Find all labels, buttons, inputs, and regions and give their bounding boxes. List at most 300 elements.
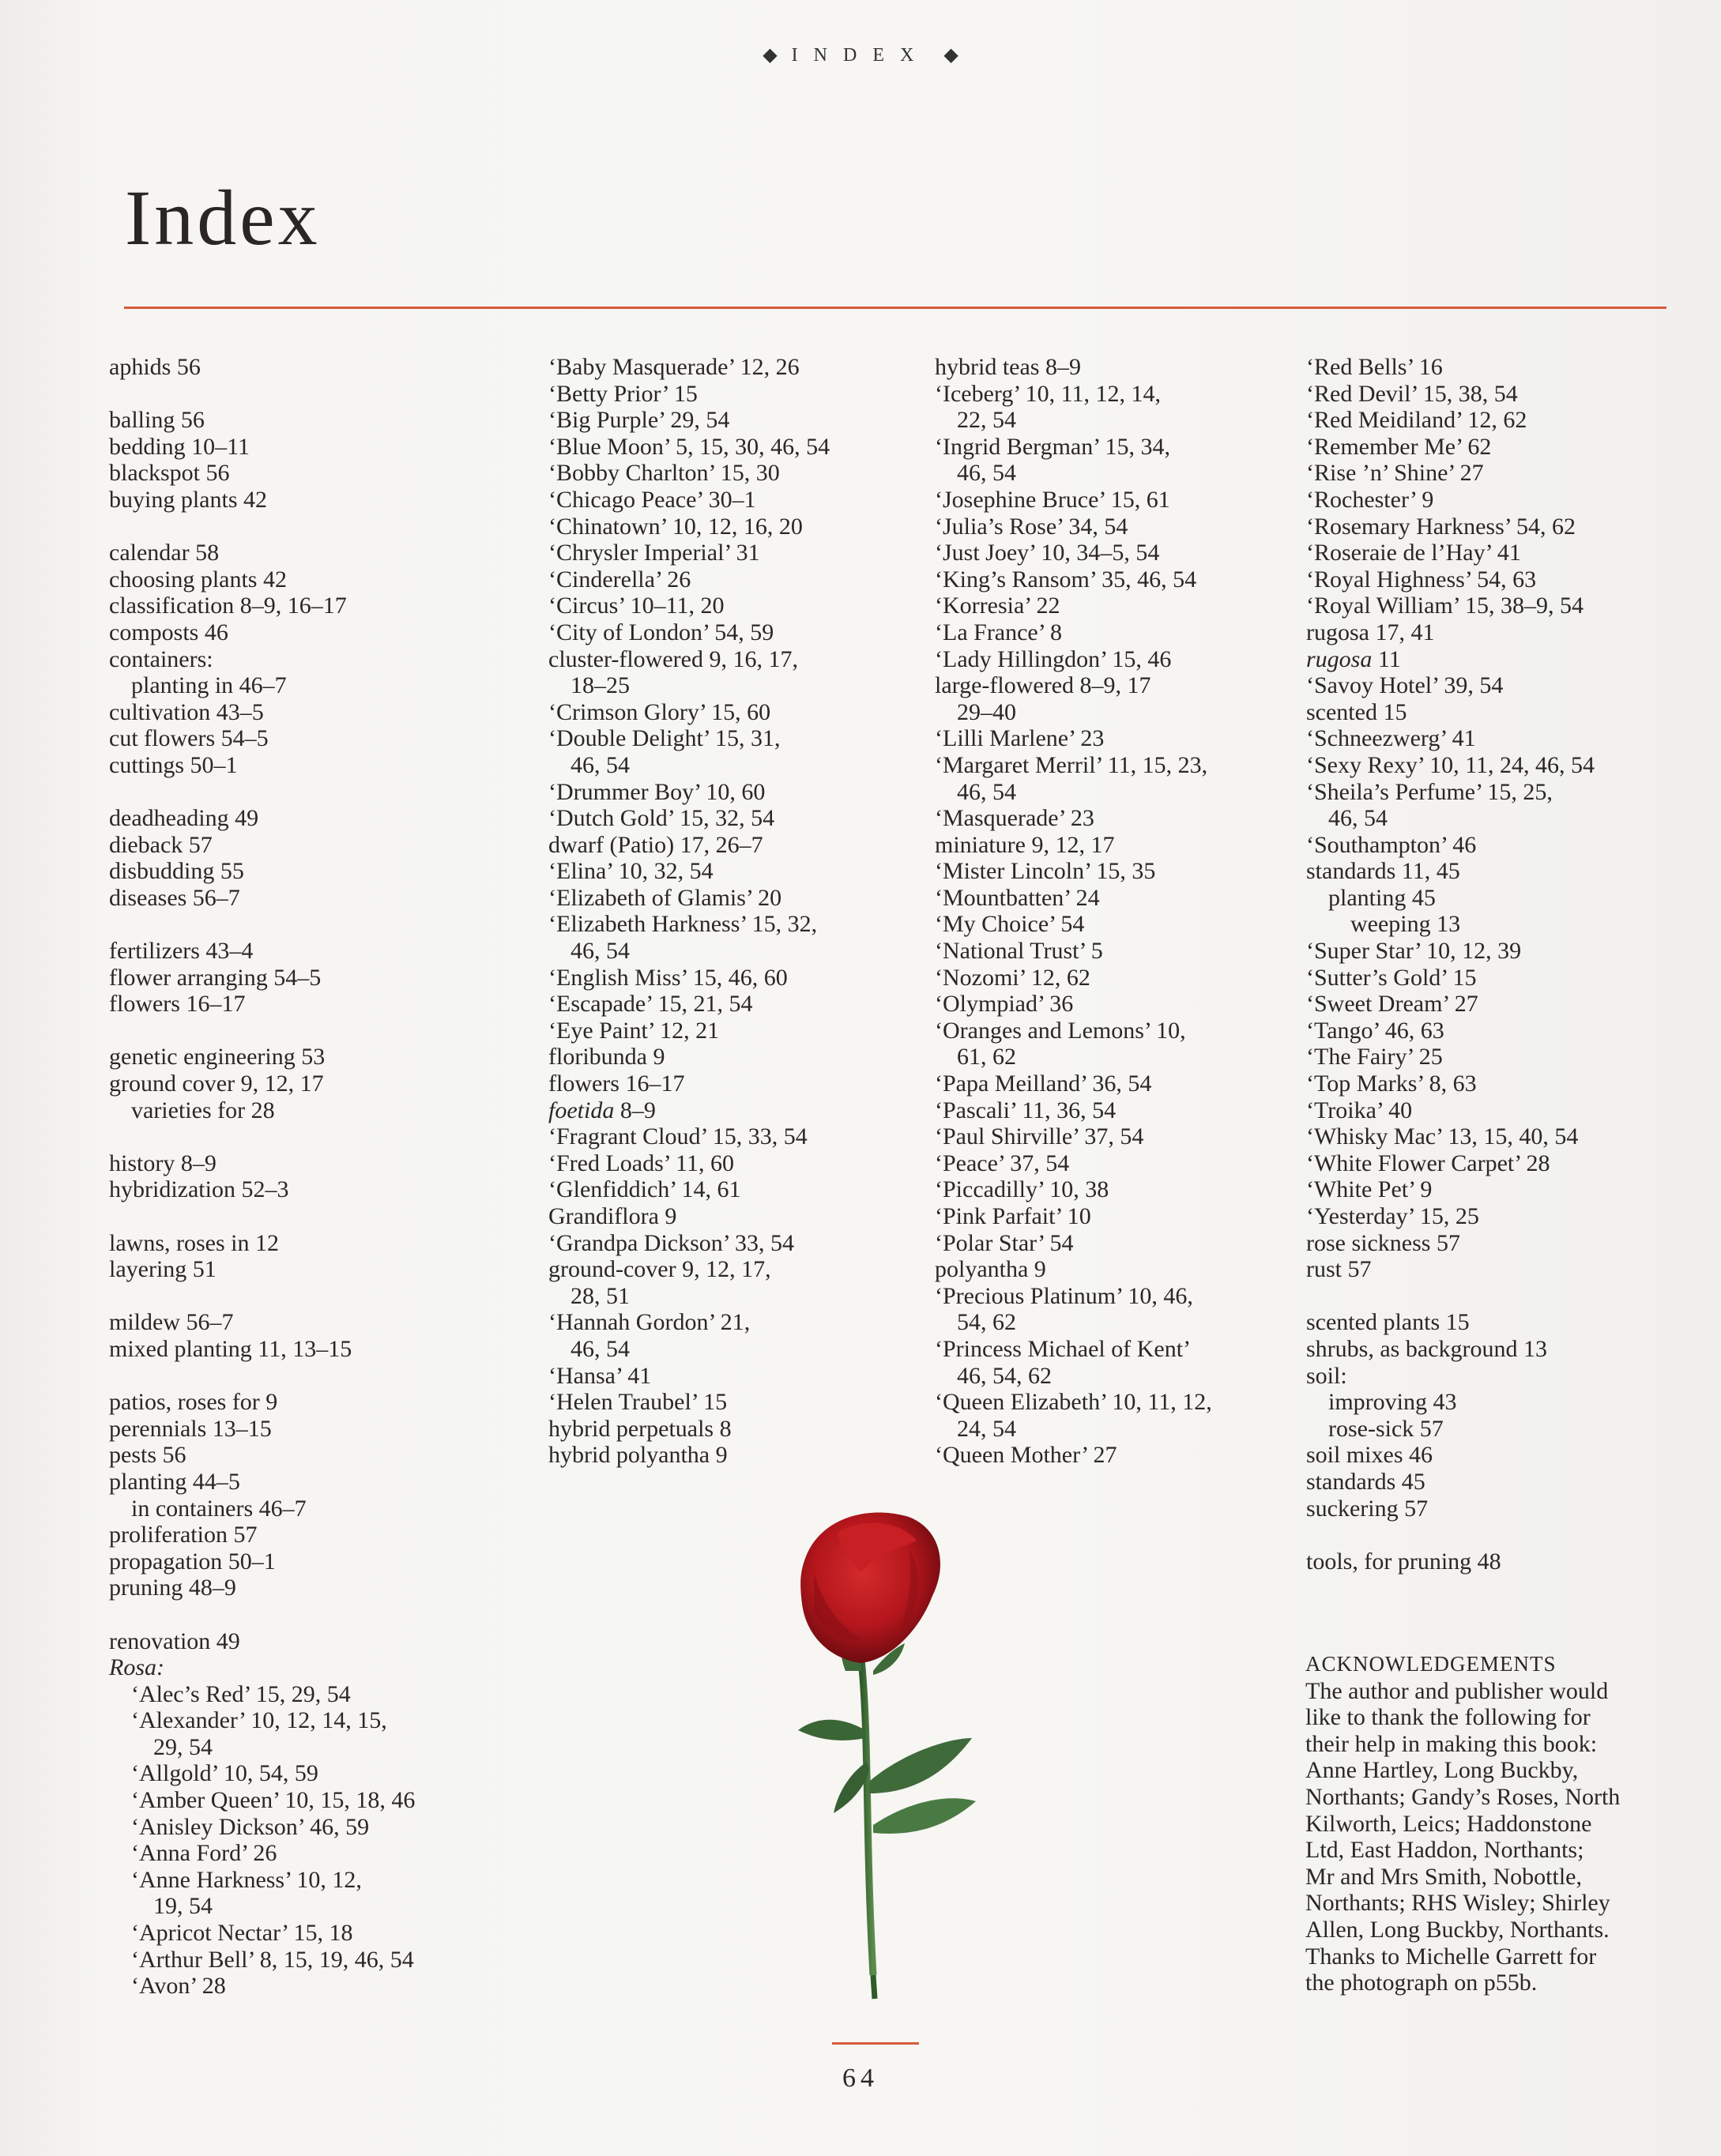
- index-entry: [109, 1947, 415, 1974]
- index-entry: [548, 725, 830, 752]
- index-group-spacer: [109, 911, 415, 938]
- acknowledgements-line: Kilworth, Leics; Haddonstone: [1305, 1810, 1592, 1837]
- index-entry: [109, 1920, 415, 1947]
- index-entry-text: lawns, roses in 12: [109, 1229, 279, 1256]
- index-entry-text: ‘Royal William’ 15, 38–9, 54: [1306, 593, 1584, 619]
- index-entry-text: shrubs, as background 13: [1306, 1335, 1547, 1362]
- index-entry-text: ‘Dutch Gold’ 15, 32, 54: [548, 805, 775, 832]
- index-entry: [548, 1256, 830, 1283]
- index-entry-text: ‘Sexy Rexy’ 10, 11, 24, 46, 54: [1306, 751, 1595, 778]
- index-entry-text: classification 8–9, 16–17: [109, 593, 347, 619]
- index-entry-text: ‘Mountbatten’ 24: [935, 884, 1100, 911]
- index-entry: [109, 434, 415, 461]
- index-entry-text: 29, 54: [153, 1733, 213, 1760]
- index-entry: [1306, 619, 1595, 646]
- index-entry: [935, 1123, 1212, 1150]
- index-entry-text: ‘Royal Highness’ 54, 63: [1306, 566, 1537, 593]
- index-entry: [109, 991, 415, 1018]
- index-entry: [935, 805, 1212, 832]
- index-entry: [935, 1203, 1212, 1230]
- index-entry-text: hybrid polyantha 9: [548, 1442, 728, 1469]
- index-entry-text: ‘Allgold’ 10, 54, 59: [131, 1760, 318, 1787]
- index-entry-text: perennials 13–15: [109, 1415, 272, 1442]
- index-entry-text: genetic engineering 53: [109, 1044, 326, 1070]
- index-entry: [548, 1336, 830, 1363]
- index-entry: [1306, 1150, 1595, 1177]
- index-entry-text: ‘National Trust’ 5: [935, 938, 1103, 965]
- index-entry: [109, 1548, 415, 1575]
- index-entry-text: ‘Double Delight’ 15, 31,: [548, 725, 781, 752]
- index-entry: [109, 1176, 415, 1203]
- index-group-spacer: [109, 1283, 415, 1310]
- index-entry-text: ‘Rise ’n’ Shine’ 27: [1306, 460, 1484, 487]
- index-entry: [935, 407, 1212, 434]
- index-entry-text: ‘Lilli Marlene’ 23: [935, 725, 1105, 752]
- index-entry-text: ‘Chicago Peace’ 30–1: [548, 486, 756, 513]
- index-entry: [109, 566, 415, 593]
- index-entry: [935, 1389, 1212, 1416]
- index-entry: [1306, 354, 1595, 381]
- index-entry: [1306, 1230, 1595, 1257]
- index-group-spacer: [109, 1123, 415, 1150]
- index-entry-text: ‘Sweet Dream’ 27: [1306, 991, 1478, 1018]
- index-entry-text: ground-cover 9, 12, 17,: [548, 1256, 771, 1283]
- index-entry: [935, 566, 1212, 593]
- index-entry-text: 28, 51: [571, 1282, 630, 1309]
- index-entry-text: ‘White Flower Carpet’ 28: [1306, 1149, 1550, 1176]
- index-entry-text: ‘Roseraie de l’Hay’ 41: [1306, 540, 1521, 566]
- index-entry-text: ‘Masquerade’ 23: [935, 805, 1094, 832]
- index-entry: [548, 566, 830, 593]
- running-head-text: INDEX: [791, 45, 930, 66]
- index-entry: [935, 699, 1212, 726]
- index-entry-text: ‘Precious Platinum’ 10, 46,: [935, 1282, 1193, 1309]
- index-entry: [1306, 938, 1595, 965]
- index-entry-text: rose-sick 57: [1328, 1415, 1444, 1442]
- index-group-spacer: [1306, 1283, 1595, 1310]
- index-entry: [109, 1840, 415, 1867]
- index-entry-text: ‘Piccadilly’ 10, 38: [935, 1176, 1109, 1203]
- index-column-2: [548, 354, 830, 1469]
- index-entry-text: rugosa: [1306, 645, 1373, 672]
- index-entry-text: ‘Olympiad’ 36: [935, 991, 1074, 1018]
- index-entry: [935, 885, 1212, 912]
- index-entry-text: planting 45: [1328, 884, 1436, 911]
- index-entry-text: 46, 54: [957, 778, 1016, 805]
- index-entry: [548, 911, 830, 938]
- index-entry: [935, 460, 1212, 487]
- index-entry-text: ‘Chrysler Imperial’ 31: [548, 540, 760, 566]
- index-group-spacer: [109, 1018, 415, 1044]
- index-entry: [1306, 1203, 1595, 1230]
- index-entry-text: ‘Blue Moon’ 5, 15, 30, 46, 54: [548, 433, 830, 460]
- page-number: 64: [842, 2064, 879, 2093]
- index-entry-text: ‘Rochester’ 9: [1306, 486, 1434, 513]
- index-entry-text: ‘Korresia’ 22: [935, 593, 1060, 619]
- acknowledgements-line: The author and publisher would: [1305, 1677, 1609, 1704]
- index-entry: [109, 1336, 415, 1363]
- index-entry-text: hybridization 52–3: [109, 1176, 289, 1203]
- index-entry-text: ‘Anne Harkness’ 10, 12,: [131, 1866, 362, 1893]
- index-entry: [109, 1787, 415, 1814]
- index-entry: [109, 832, 415, 859]
- index-entry-text: ‘Alexander’ 10, 12, 14, 15,: [131, 1707, 387, 1734]
- index-entry: [1306, 1018, 1595, 1044]
- index-entry: [109, 938, 415, 965]
- index-entry-text: aphids 56: [109, 354, 201, 380]
- index-entry-text: ‘Alec’s Red’ 15, 29, 54: [131, 1680, 351, 1707]
- acknowledgements-body: [1305, 1678, 1653, 1996]
- index-entry-text: suckering 57: [1306, 1495, 1429, 1522]
- index-entry-text: cluster-flowered 9, 16, 17,: [548, 645, 798, 672]
- index-entry: [109, 1575, 415, 1601]
- index-entry-text: ‘Ingrid Bergman’ 15, 34,: [935, 433, 1170, 460]
- index-entry-text: ‘Red Devil’ 15, 38, 54: [1306, 380, 1518, 407]
- index-entry: [935, 1150, 1212, 1177]
- index-entry: [1306, 1097, 1595, 1124]
- acknowledgements: [1305, 1651, 1653, 1996]
- index-entry: [935, 354, 1212, 381]
- index-entry: [935, 725, 1212, 752]
- acknowledgements-line: Ltd, East Haddon, Northants;: [1305, 1837, 1584, 1864]
- index-entry: [109, 699, 415, 726]
- index-entry-text: ‘Josephine Bruce’ 15, 61: [935, 486, 1170, 513]
- acknowledgements-line: their help in making this book:: [1305, 1730, 1598, 1757]
- index-entry-text: ‘Big Purple’ 29, 54: [548, 407, 730, 434]
- index-entry: [109, 1496, 415, 1522]
- index-entry: [935, 1309, 1212, 1336]
- index-entry: [109, 593, 415, 619]
- index-entry: [935, 1256, 1212, 1283]
- index-entry: [109, 354, 415, 381]
- index-entry: [935, 1416, 1212, 1443]
- index-entry-text: ‘Elizabeth of Glamis’ 20: [548, 884, 782, 911]
- index-entry-text: ‘Elizabeth Harkness’ 15, 32,: [548, 911, 818, 938]
- index-entry-text: bedding 10–11: [109, 433, 250, 460]
- index-entry-text: ‘Apricot Nectar’ 15, 18: [131, 1920, 353, 1947]
- index-entry: [109, 407, 415, 434]
- index-entry-text: ‘Queen Mother’ 27: [935, 1442, 1117, 1469]
- index-entry: [548, 938, 830, 965]
- index-entry: [548, 460, 830, 487]
- index-entry-text: ‘King’s Ransom’ 35, 46, 54: [935, 566, 1197, 593]
- index-entry-text: 24, 54: [957, 1415, 1016, 1442]
- index-entry-text: ‘Troika’ 40: [1306, 1097, 1413, 1123]
- index-entry: [109, 646, 415, 673]
- index-entry-text: scented plants 15: [1306, 1309, 1470, 1336]
- index-entry-text: rugosa 17, 41: [1306, 619, 1435, 645]
- page-title: Index: [125, 174, 321, 262]
- index-entry: [1306, 487, 1595, 514]
- index-entry-text: 46, 54, 62: [957, 1362, 1052, 1389]
- index-entry: [1306, 1256, 1595, 1283]
- index-entry: [109, 1230, 415, 1257]
- index-entry: [935, 1097, 1212, 1124]
- acknowledgements-line: Allen, Long Buckby, Northants.: [1305, 1916, 1610, 1943]
- index-entry-text: ‘Circus’ 10–11, 20: [548, 593, 725, 619]
- index-entry: [109, 487, 415, 514]
- index-entry: [1306, 752, 1595, 779]
- index-entry: [1306, 911, 1595, 938]
- index-entry-text: ‘Whisky Mac’ 13, 15, 40, 54: [1306, 1123, 1579, 1150]
- index-entry-text: diseases 56–7: [109, 884, 240, 911]
- index-entry: [109, 1760, 415, 1787]
- index-entry-text: ‘Paul Shirville’ 37, 54: [935, 1123, 1144, 1150]
- index-entry: [1306, 381, 1595, 408]
- index-entry: [109, 1070, 415, 1097]
- index-entry: [109, 885, 415, 912]
- index-entry-text: improving 43: [1328, 1389, 1457, 1416]
- index-entry: [1306, 1176, 1595, 1203]
- index-entry-text: ‘Avon’ 28: [131, 1973, 226, 2000]
- index-entry-text: 46, 54: [571, 1335, 630, 1362]
- index-entry-text: ‘Amber Queen’ 10, 15, 18, 46: [131, 1787, 416, 1814]
- index-entry: [109, 1256, 415, 1283]
- index-entry-text: 19, 54: [153, 1893, 213, 1920]
- index-entry-text: ‘Elina’ 10, 32, 54: [548, 858, 714, 885]
- index-entry-text: ‘Red Bells’ 16: [1306, 354, 1443, 380]
- index-entry-text: ‘Fred Loads’ 11, 60: [548, 1149, 734, 1176]
- index-entry: [1306, 991, 1595, 1018]
- index-entry: [1306, 832, 1595, 859]
- acknowledgements-line: like to thank the following for: [1305, 1704, 1591, 1731]
- index-entry: [1306, 1363, 1595, 1390]
- index-entry-text: tools, for pruning 48: [1306, 1548, 1501, 1575]
- index-entry-text: ‘Julia’s Rose’ 34, 54: [935, 513, 1128, 540]
- index-entry-text: calendar 58: [109, 540, 220, 566]
- index-entry-text: ‘Red Meidiland’ 12, 62: [1306, 407, 1527, 434]
- acknowledgements-heading: ACKNOWLEDGEMENTS: [1305, 1652, 1557, 1676]
- index-entry-text: ground cover 9, 12, 17: [109, 1070, 324, 1097]
- index-entry: [1306, 514, 1595, 540]
- index-entry-text: ‘Sutter’s Gold’ 15: [1306, 964, 1477, 991]
- index-entry: [1306, 858, 1595, 885]
- index-entry: [935, 1336, 1212, 1363]
- index-entry-text: hybrid perpetuals 8: [548, 1415, 732, 1442]
- index-entry-text: ‘Top Marks’ 8, 63: [1306, 1070, 1477, 1097]
- index-entry: [935, 1283, 1212, 1310]
- index-entry-text: weeping 13: [1350, 911, 1461, 938]
- index-entry: [548, 646, 830, 673]
- acknowledgements-line: the photograph on p55b.: [1305, 1970, 1538, 1996]
- index-entry: [109, 1044, 415, 1070]
- index-entry-text: ‘Lady Hillingdon’ 15, 46: [935, 645, 1172, 672]
- index-entry-text: varieties for 28: [131, 1097, 275, 1123]
- index-entry: [109, 1734, 415, 1761]
- index-entry: [1306, 1070, 1595, 1097]
- index-entry: [935, 1363, 1212, 1390]
- index-entry: [935, 514, 1212, 540]
- index-entry: [935, 911, 1212, 938]
- index-group-spacer: [109, 1601, 415, 1628]
- diamond-ornament-icon: ◆: [763, 45, 778, 66]
- index-entry: [109, 672, 415, 699]
- index-entry-text: planting in 46–7: [131, 672, 287, 699]
- index-entry: [1306, 1309, 1595, 1336]
- index-entry-text: ‘Remember Me’ 62: [1306, 433, 1492, 460]
- index-entry-text: ‘Schneezwerg’ 41: [1306, 725, 1476, 752]
- index-entry-text: 46, 54: [571, 938, 630, 965]
- index-entry: [548, 1230, 830, 1257]
- index-entry: [548, 381, 830, 408]
- index-entry-text: ‘La France’ 8: [935, 619, 1063, 645]
- acknowledgements-line: Northants; RHS Wisley; Shirley: [1305, 1890, 1610, 1917]
- index-entry-text: ‘Rosemary Harkness’ 54, 62: [1306, 513, 1576, 540]
- index-entry-text: flowers 16–17: [109, 991, 246, 1018]
- index-entry: [109, 965, 415, 991]
- index-entry: [935, 646, 1212, 673]
- index-group-spacer: [109, 1203, 415, 1230]
- index-entry-text: fertilizers 43–4: [109, 938, 254, 965]
- index-entry-text: ‘Nozomi’ 12, 62: [935, 964, 1090, 991]
- index-group-spacer: [109, 1363, 415, 1390]
- index-entry-text: ‘Grandpa Dickson’ 33, 54: [548, 1229, 795, 1256]
- index-entry: [548, 1442, 830, 1469]
- index-entry: [1306, 699, 1595, 726]
- index-entry: [548, 619, 830, 646]
- index-entry: [109, 1707, 415, 1734]
- index-entry-text: in containers 46–7: [131, 1495, 307, 1522]
- index-entry: [548, 354, 830, 381]
- index-entry: [548, 752, 830, 779]
- index-entry-text: ‘Anisley Dickson’ 46, 59: [131, 1813, 370, 1840]
- index-entry-text: ‘Glenfiddich’ 14, 61: [548, 1176, 741, 1203]
- index-entry-text: ‘Chinatown’ 10, 12, 16, 20: [548, 513, 803, 540]
- index-entry: [548, 1097, 830, 1124]
- index-entry: [1306, 1389, 1595, 1416]
- index-entry: [548, 1176, 830, 1203]
- index-entry-text: ‘City of London’ 54, 59: [548, 619, 774, 645]
- index-entry: [548, 1044, 830, 1070]
- index-entry: [935, 1176, 1212, 1203]
- index-entry-text: ‘Queen Elizabeth’ 10, 11, 12,: [935, 1389, 1212, 1416]
- index-entry-text: hybrid teas 8–9: [935, 354, 1081, 380]
- index-entry-text: dieback 57: [109, 831, 213, 858]
- index-entry: [1306, 672, 1595, 699]
- index-entry: [935, 1442, 1212, 1469]
- index-group-spacer: [109, 381, 415, 408]
- index-entry: [109, 1681, 415, 1708]
- index-entry-text: 22, 54: [957, 407, 1016, 434]
- index-entry: [548, 1150, 830, 1177]
- index-entry-text: soil:: [1306, 1362, 1347, 1389]
- index-entry: [1306, 779, 1595, 806]
- index-entry: [935, 619, 1212, 646]
- title-rule: [124, 307, 1666, 309]
- index-entry-text: ‘Betty Prior’ 15: [548, 380, 698, 407]
- index-entry-text: composts 46: [109, 619, 228, 645]
- index-entry: [109, 1309, 415, 1336]
- index-group-spacer: [109, 779, 415, 806]
- index-entry-text: containers:: [109, 645, 213, 672]
- index-entry-text: mixed planting 11, 13–15: [109, 1335, 352, 1362]
- index-entry-text: ‘Super Star’ 10, 12, 39: [1306, 938, 1522, 965]
- index-entry-text: standards 45: [1306, 1468, 1425, 1495]
- index-entry: [935, 752, 1212, 779]
- index-entry-text: deadheading 49: [109, 805, 259, 832]
- index-entry: [935, 1070, 1212, 1097]
- index-entry-text: ‘Helen Traubel’ 15: [548, 1389, 728, 1416]
- index-entry: [109, 1893, 415, 1920]
- index-entry-text: layering 51: [109, 1256, 217, 1283]
- index-entry-text: choosing plants 42: [109, 566, 287, 593]
- acknowledgements-line: Anne Hartley, Long Buckby,: [1305, 1757, 1579, 1784]
- index-entry: [548, 832, 830, 859]
- index-entry: [109, 805, 415, 832]
- index-entry-text: ‘Hannah Gordon’ 21,: [548, 1309, 751, 1336]
- index-entry: [548, 699, 830, 726]
- index-entry: [935, 593, 1212, 619]
- rose-photo: [711, 1501, 1019, 2007]
- index-entry-text: large-flowered 8–9, 17: [935, 672, 1151, 699]
- index-entry-text: ‘Pascali’ 11, 36, 54: [935, 1097, 1117, 1123]
- index-entry-text: ‘Crimson Glory’ 15, 60: [548, 698, 771, 725]
- index-entry-text: ‘Iceberg’ 10, 11, 12, 14,: [935, 380, 1162, 407]
- index-entry-text: ‘The Fairy’ 25: [1306, 1044, 1443, 1070]
- index-entry-text: 46, 54: [957, 460, 1016, 487]
- index-entry-text: 61, 62: [957, 1044, 1016, 1070]
- index-entry: [1306, 1123, 1595, 1150]
- index-entry-text: ‘Margaret Merril’ 11, 15, 23,: [935, 751, 1208, 778]
- index-column-1: [109, 354, 415, 2000]
- index-entry: [935, 672, 1212, 699]
- index-entry-text: ‘Southampton’ 46: [1306, 831, 1477, 858]
- folio-rule: [832, 2042, 919, 2045]
- index-entry-text: ‘Peace’ 37, 54: [935, 1149, 1070, 1176]
- index-entry: [548, 1203, 830, 1230]
- index-entry: [935, 832, 1212, 859]
- index-entry: [548, 672, 830, 699]
- index-entry-text: cut flowers 54–5: [109, 725, 269, 752]
- index-entry-text: planting 44–5: [109, 1468, 240, 1495]
- index-entry: [1306, 566, 1595, 593]
- index-entry-pages: 8–9: [614, 1097, 656, 1123]
- index-entry: [1306, 805, 1595, 832]
- index-entry: [548, 1018, 830, 1044]
- index-entry-text: ‘Drummer Boy’ 10, 60: [548, 778, 766, 805]
- index-entry-text: ‘Pink Parfait’ 10: [935, 1203, 1091, 1229]
- index-entry-text: pruning 48–9: [109, 1575, 236, 1601]
- index-entry: [109, 1522, 415, 1548]
- index-entry: [109, 540, 415, 566]
- index-entry: [1306, 1548, 1595, 1575]
- index-entry-text: ‘Sheila’s Perfume’ 15, 25,: [1306, 778, 1553, 805]
- index-entry: [1306, 646, 1595, 673]
- index-entry: [935, 965, 1212, 991]
- index-entry: [109, 1628, 415, 1655]
- index-entry: [1306, 1416, 1595, 1443]
- index-entry: [548, 1283, 830, 1310]
- index-entry-text: ‘Just Joey’ 10, 34–5, 54: [935, 540, 1160, 566]
- index-entry: [935, 779, 1212, 806]
- index-entry-text: ‘Eye Paint’ 12, 21: [548, 1017, 720, 1044]
- index-entry-text: scented 15: [1306, 698, 1407, 725]
- index-entry-text: ‘Mister Lincoln’ 15, 35: [935, 858, 1156, 885]
- index-entry-text: miniature 9, 12, 17: [935, 831, 1115, 858]
- index-entry: [109, 1416, 415, 1443]
- index-entry-text: ‘Oranges and Lemons’ 10,: [935, 1017, 1186, 1044]
- index-entry: [109, 1150, 415, 1177]
- index-entry-text: ‘Baby Masquerade’ 12, 26: [548, 354, 800, 380]
- index-entry-text: dwarf (Patio) 17, 26–7: [548, 831, 763, 858]
- index-column-4: [1306, 354, 1595, 1575]
- index-entry: [548, 1070, 830, 1097]
- index-entry: [548, 593, 830, 619]
- index-entry: [548, 487, 830, 514]
- index-entry: [935, 487, 1212, 514]
- index-entry-text: ‘Yesterday’ 15, 25: [1306, 1203, 1479, 1229]
- index-entry: [1306, 593, 1595, 619]
